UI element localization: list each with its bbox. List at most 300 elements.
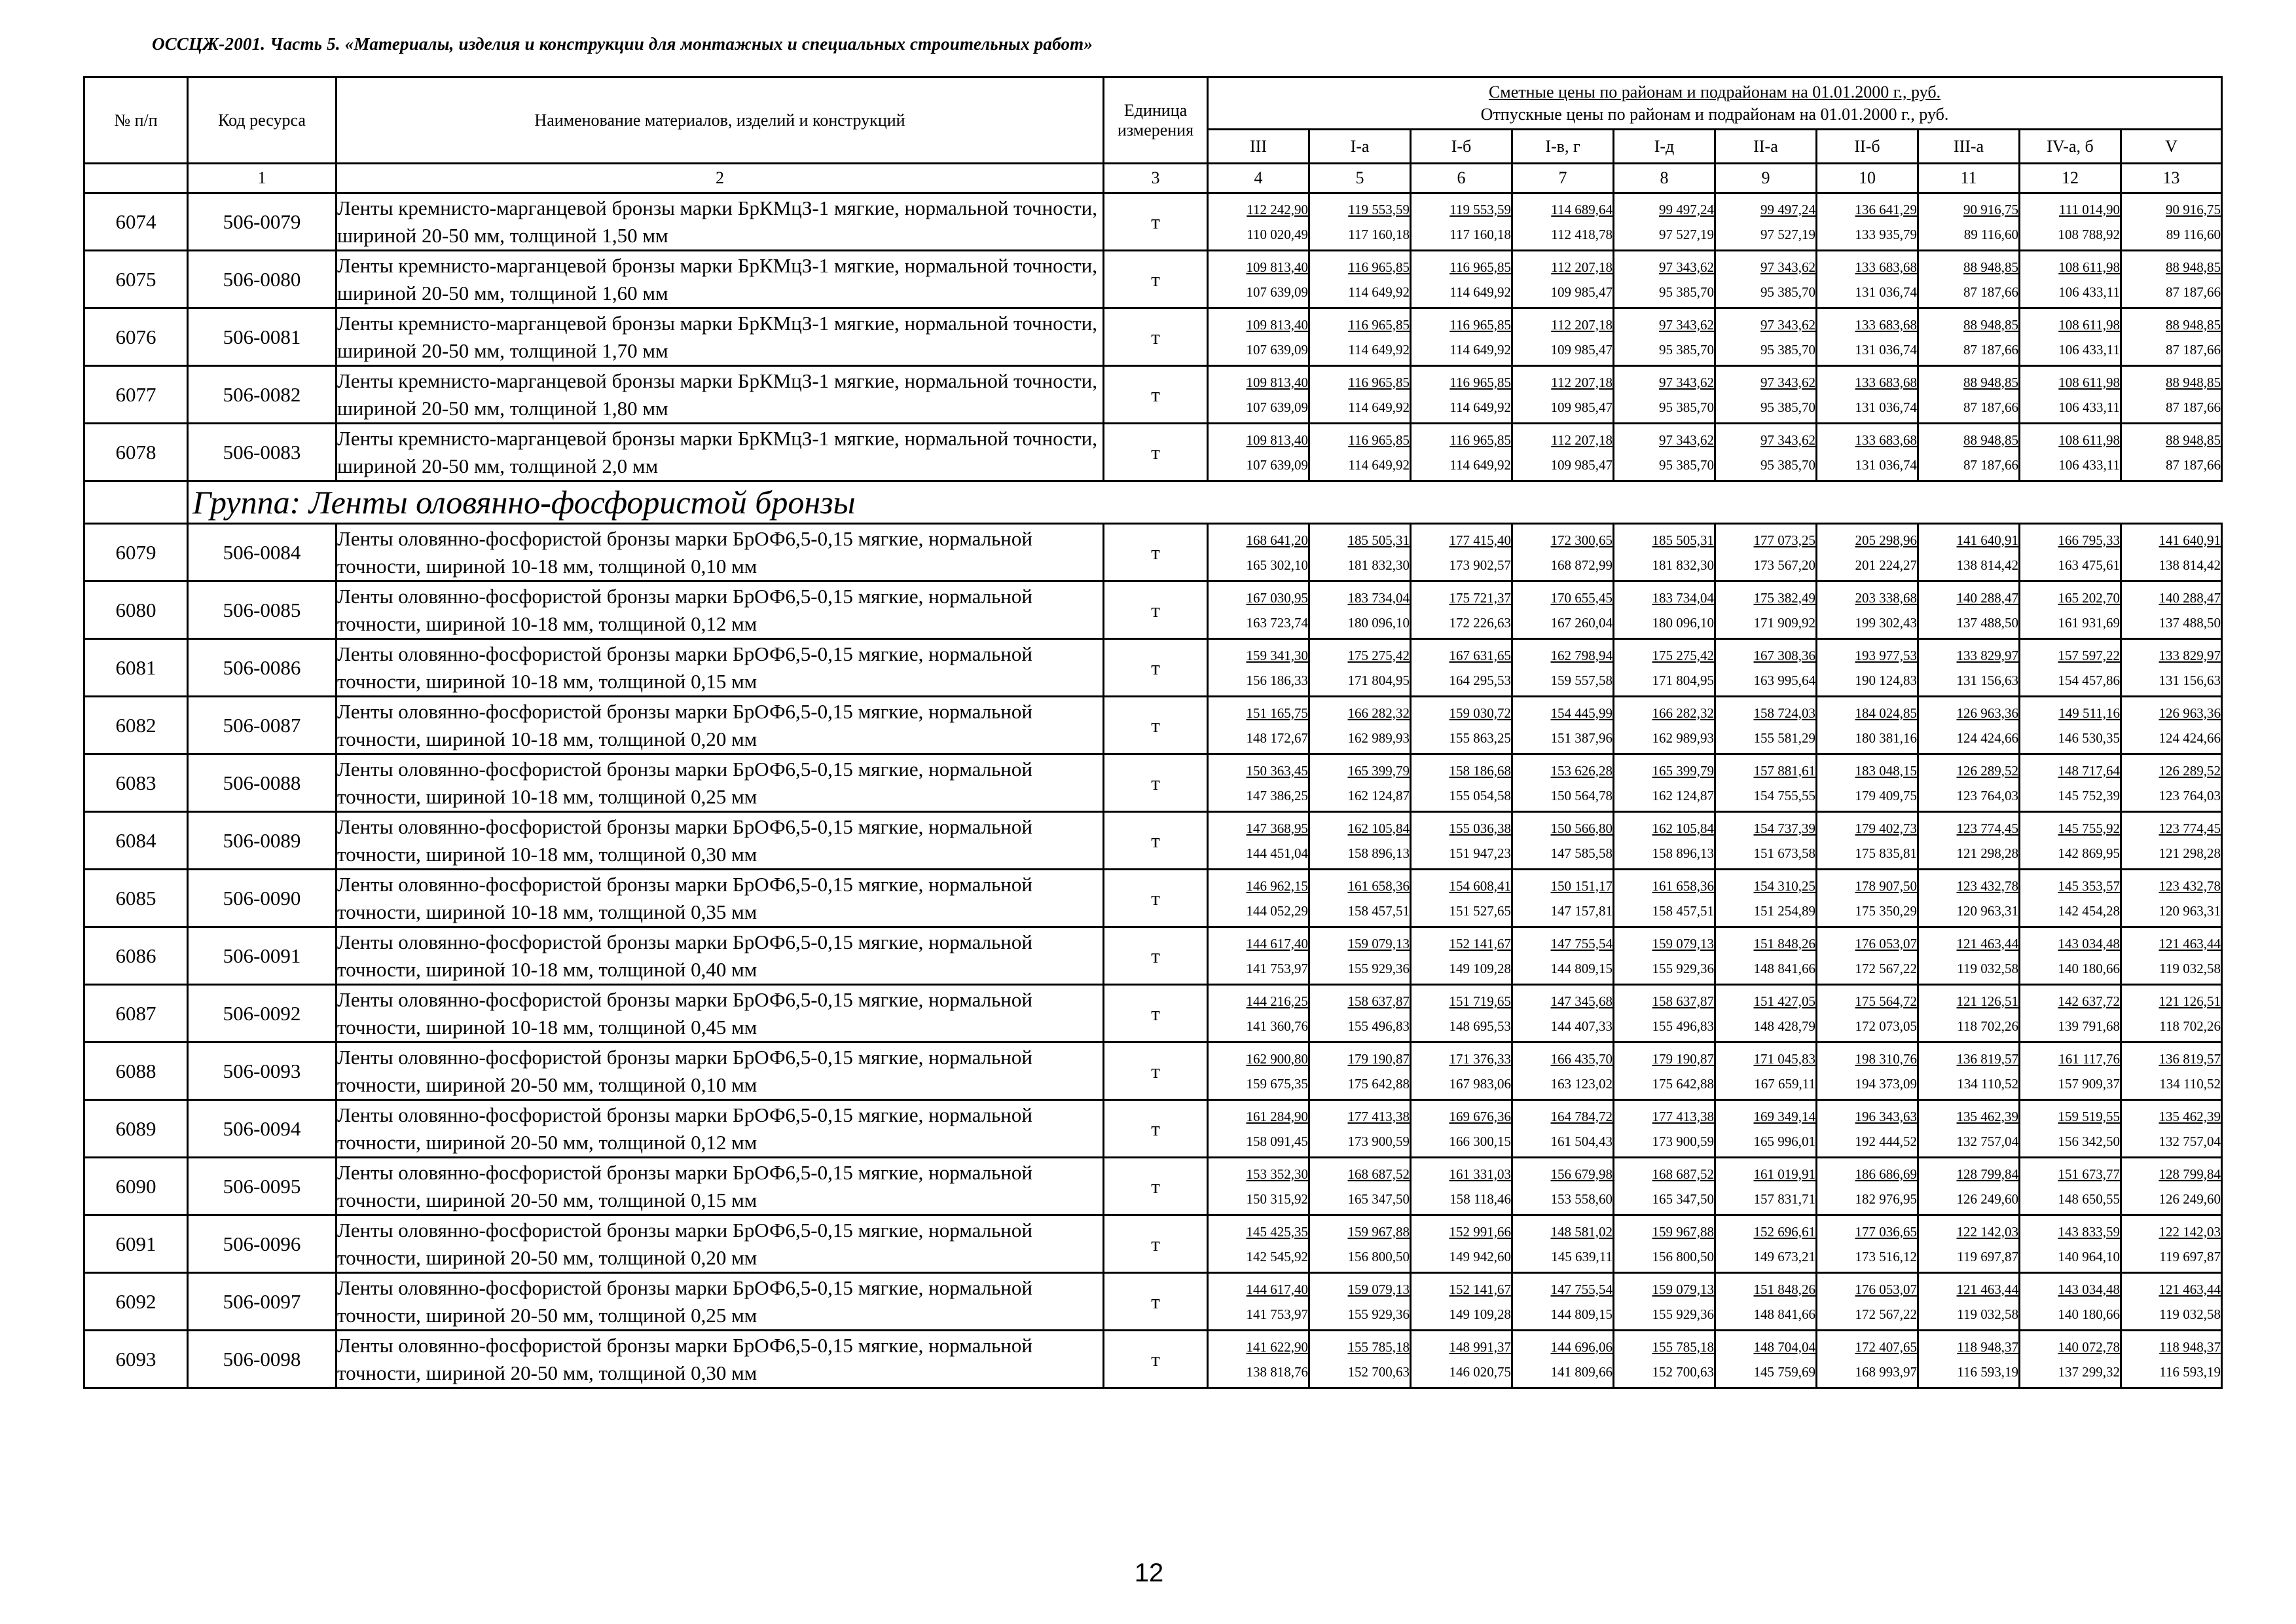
estimate-price: 118 948,37 — [1957, 1338, 2018, 1355]
estimate-price: 167 030,95 — [1246, 589, 1308, 606]
price-cell — [1817, 1273, 1918, 1331]
release-price: 87 187,66 — [2166, 341, 2221, 358]
estimate-price: 123 774,45 — [2159, 820, 2221, 836]
estimate-price: 141 640,91 — [2159, 532, 2221, 548]
price-cell — [1512, 581, 1614, 639]
estimate-price: 141 640,91 — [1956, 532, 2018, 548]
price-cell — [1512, 639, 1614, 697]
group-row — [84, 481, 2222, 524]
estimate-price: 154 737,39 — [1753, 820, 1815, 836]
price-cell — [1918, 193, 2020, 251]
price-cell — [1512, 251, 1614, 308]
price-cell — [2020, 581, 2121, 639]
table-row — [84, 524, 2222, 581]
estimate-price: 88 948,85 — [1963, 432, 2018, 448]
estimate-price: 175 564,72 — [1855, 993, 1917, 1009]
release-price: 95 385,70 — [1659, 399, 1714, 415]
estimate-price: 90 916,75 — [1963, 201, 2018, 217]
estimate-price: 155 785,18 — [1652, 1338, 1714, 1355]
release-price: 119 032,58 — [2159, 1306, 2221, 1322]
release-price: 158 896,13 — [1652, 845, 1714, 861]
price-cell — [2121, 1331, 2222, 1388]
estimate-price: 151 848,26 — [1753, 935, 1815, 951]
price-cell — [1411, 812, 1512, 870]
estimate-price: 172 300,65 — [1550, 532, 1613, 548]
release-price: 181 832,30 — [1652, 557, 1714, 573]
estimate-price: 109 813,40 — [1246, 259, 1308, 275]
estimate-price: 99 497,24 — [1760, 201, 1815, 217]
price-cell — [1309, 308, 1411, 366]
price-cell — [2020, 1331, 2121, 1388]
release-price: 153 558,60 — [1550, 1190, 1613, 1207]
column-number: 4 — [1208, 164, 1309, 193]
material-name: Ленты оловянно-фосфористой бронзы марки БрОФ6,5-0,15 мягкие, нормальной точности, шириной 20-50 мм, толщиной 0,20 мм — [337, 1215, 1104, 1273]
price-cell — [1918, 754, 2020, 812]
price-cell — [1817, 639, 1918, 697]
material-name: Ленты оловянно-фосфористой бронзы марки БрОФ6,5-0,15 мягкие, нормальной точности, шириной 10-18 мм, толщиной 0,35 мм — [337, 870, 1104, 927]
resource-code: 506-0088 — [188, 754, 337, 812]
price-cell — [1411, 754, 1512, 812]
price-cell — [1411, 308, 1512, 366]
release-price: 152 700,63 — [1652, 1363, 1714, 1380]
estimate-price: 143 034,48 — [2058, 1281, 2120, 1297]
release-price: 118 702,26 — [1957, 1018, 2018, 1034]
price-cell — [1614, 581, 1715, 639]
price-cell — [1614, 424, 1715, 481]
estimate-price: 153 626,28 — [1550, 762, 1613, 779]
release-price: 147 585,58 — [1550, 845, 1613, 861]
group-title: Группа: Ленты оловянно-фосфористой бронзы — [192, 484, 856, 521]
estimate-price: 88 948,85 — [1963, 259, 2018, 275]
estimate-price: 112 242,90 — [1247, 201, 1308, 217]
release-price: 131 036,74 — [1855, 456, 1917, 473]
column-number: 10 — [1817, 164, 1918, 193]
estimate-price: 159 079,13 — [1652, 935, 1714, 951]
estimate-price: 123 432,78 — [2159, 877, 2221, 894]
region-header: III-а — [1918, 130, 2020, 164]
release-price: 106 433,11 — [2058, 341, 2120, 358]
release-price: 126 249,60 — [2159, 1190, 2221, 1207]
release-price: 168 993,97 — [1855, 1363, 1917, 1380]
row-index: 6092 — [84, 1273, 188, 1331]
release-price: 156 342,50 — [2058, 1133, 2120, 1149]
header-price-release: Отпускные цены по районам и подрайонам на 01.01.2000 г., руб. — [1480, 104, 1949, 124]
estimate-price: 144 696,06 — [1550, 1338, 1613, 1355]
release-price: 158 091,45 — [1246, 1133, 1308, 1149]
column-number: 11 — [1918, 164, 2020, 193]
material-name: Ленты кремнисто-марганцевой бронзы марки БрКМцЗ-1 мягкие, нормальной точности, шириной 20-50 мм, толщиной 1,60 мм — [337, 251, 1104, 308]
price-cell — [1918, 870, 2020, 927]
release-price: 147 157,81 — [1550, 902, 1613, 919]
estimate-price: 116 965,85 — [1348, 432, 1410, 448]
price-cell — [2020, 1100, 2121, 1158]
price-cell — [1715, 424, 1817, 481]
price-cell — [2121, 985, 2222, 1043]
price-cell — [2020, 366, 2121, 424]
price-cell — [2020, 1043, 2121, 1100]
price-cell — [1817, 1158, 1918, 1215]
estimate-price: 150 566,80 — [1550, 820, 1613, 836]
estimate-price: 152 696,61 — [1753, 1223, 1815, 1240]
price-cell — [1309, 1273, 1411, 1331]
estimate-price: 88 948,85 — [1963, 374, 2018, 390]
release-price: 142 545,92 — [1246, 1248, 1308, 1264]
price-cell — [1411, 251, 1512, 308]
row-index: 6077 — [84, 366, 188, 424]
price-cell — [1512, 812, 1614, 870]
release-price: 156 800,50 — [1652, 1248, 1714, 1264]
price-cell — [1512, 1043, 1614, 1100]
row-index: 6076 — [84, 308, 188, 366]
estimate-price: 149 511,16 — [2058, 705, 2120, 721]
estimate-price: 159 079,13 — [1347, 935, 1410, 951]
unit-of-measure: т — [1104, 697, 1208, 754]
estimate-price: 179 402,73 — [1855, 820, 1917, 836]
estimate-price: 166 282,32 — [1347, 705, 1410, 721]
table-row — [84, 697, 2222, 754]
table-row — [84, 927, 2222, 985]
estimate-price: 122 142,03 — [2159, 1223, 2221, 1240]
release-price: 159 557,58 — [1550, 672, 1613, 688]
estimate-price: 88 948,85 — [2166, 432, 2221, 448]
release-price: 148 841,66 — [1753, 1306, 1815, 1322]
release-price: 114 649,92 — [1449, 284, 1511, 300]
estimate-price: 116 965,85 — [1449, 259, 1511, 275]
price-cell — [2020, 424, 2121, 481]
estimate-price: 154 608,41 — [1449, 877, 1511, 894]
price-cell — [2020, 193, 2121, 251]
release-price: 89 116,60 — [1963, 226, 2018, 242]
row-index: 6081 — [84, 639, 188, 697]
price-cell — [1715, 639, 1817, 697]
table-row — [84, 1215, 2222, 1273]
estimate-price: 198 310,76 — [1855, 1050, 1917, 1067]
price-cell — [1614, 1100, 1715, 1158]
estimate-price: 157 597,22 — [2058, 647, 2120, 663]
price-cell — [1512, 927, 1614, 985]
estimate-price: 183 048,15 — [1855, 762, 1917, 779]
release-price: 151 673,58 — [1753, 845, 1815, 861]
estimate-price: 150 363,45 — [1246, 762, 1308, 779]
region-header: I-в, г — [1512, 130, 1614, 164]
release-price: 155 929,36 — [1347, 1306, 1410, 1322]
price-cell — [1208, 754, 1309, 812]
price-cell — [1918, 424, 2020, 481]
release-price: 173 516,12 — [1855, 1248, 1917, 1264]
release-price: 148 841,66 — [1753, 960, 1815, 976]
estimate-price: 112 207,18 — [1551, 316, 1613, 333]
price-cell — [2121, 308, 2222, 366]
release-price: 156 186,33 — [1246, 672, 1308, 688]
price-cell — [1411, 581, 1512, 639]
material-name: Ленты оловянно-фосфористой бронзы марки БрОФ6,5-0,15 мягкие, нормальной точности, шириной 10-18 мм, толщиной 0,45 мм — [337, 985, 1104, 1043]
price-cell — [1411, 697, 1512, 754]
release-price: 151 387,96 — [1550, 729, 1613, 746]
price-cell — [1309, 251, 1411, 308]
estimate-price: 121 463,44 — [2159, 1281, 2221, 1297]
release-price: 173 902,57 — [1449, 557, 1511, 573]
price-cell — [1817, 308, 1918, 366]
price-cell — [1715, 927, 1817, 985]
price-cell — [1411, 1215, 1512, 1273]
region-header: I-д — [1614, 130, 1715, 164]
estimate-price: 140 288,47 — [1956, 589, 2018, 606]
release-price: 159 675,35 — [1246, 1075, 1308, 1092]
estimate-price: 148 704,04 — [1753, 1338, 1815, 1355]
price-cell — [1208, 251, 1309, 308]
release-price: 157 909,37 — [2058, 1075, 2120, 1092]
release-price: 155 496,83 — [1652, 1018, 1714, 1034]
release-price: 190 124,83 — [1855, 672, 1917, 688]
release-price: 173 900,59 — [1347, 1133, 1410, 1149]
price-cell — [1411, 1100, 1512, 1158]
release-price: 106 433,11 — [2058, 399, 2120, 415]
material-name: Ленты оловянно-фосфористой бронзы марки БрОФ6,5-0,15 мягкие, нормальной точности, шириной 20-50 мм, толщиной 0,30 мм — [337, 1331, 1104, 1388]
price-cell — [1918, 1100, 2020, 1158]
release-price: 87 187,66 — [1963, 456, 2018, 473]
table-header — [84, 77, 2222, 193]
price-cell — [1309, 870, 1411, 927]
estimate-price: 159 967,88 — [1347, 1223, 1410, 1240]
release-price: 109 985,47 — [1550, 284, 1613, 300]
release-price: 87 187,66 — [1963, 399, 2018, 415]
estimate-price: 97 343,62 — [1760, 374, 1815, 390]
price-cell — [1614, 1273, 1715, 1331]
estimate-price: 164 784,72 — [1550, 1108, 1613, 1124]
price-cell — [1715, 524, 1817, 581]
estimate-price: 133 829,97 — [1956, 647, 2018, 663]
price-cell — [1614, 1215, 1715, 1273]
price-cell — [1918, 812, 2020, 870]
row-index: 6085 — [84, 870, 188, 927]
estimate-price: 133 683,68 — [1855, 374, 1917, 390]
estimate-price: 126 289,52 — [1956, 762, 2018, 779]
column-number: 1 — [188, 164, 337, 193]
estimate-price: 111 014,90 — [2059, 201, 2120, 217]
release-price: 163 995,64 — [1753, 672, 1815, 688]
resource-code: 506-0084 — [188, 524, 337, 581]
release-price: 118 702,26 — [2159, 1018, 2221, 1034]
estimate-price: 148 717,64 — [2058, 762, 2120, 779]
estimate-price: 145 425,35 — [1246, 1223, 1308, 1240]
material-name: Ленты кремнисто-марганцевой бронзы марки БрКМцЗ-1 мягкие, нормальной точности, шириной 20-50 мм, толщиной 1,80 мм — [337, 366, 1104, 424]
header-name: Наименование материалов, изделий и конструкций — [337, 77, 1104, 164]
release-price: 132 757,04 — [1956, 1133, 2018, 1149]
price-cell — [1715, 308, 1817, 366]
price-cell — [1309, 639, 1411, 697]
price-cell — [1411, 639, 1512, 697]
estimate-price: 88 948,85 — [2166, 259, 2221, 275]
estimate-price: 140 072,78 — [2058, 1338, 2120, 1355]
unit-of-measure: т — [1104, 1100, 1208, 1158]
estimate-price: 116 965,85 — [1449, 316, 1511, 333]
price-cell — [1512, 1158, 1614, 1215]
price-cell — [1918, 1158, 2020, 1215]
price-cell — [1208, 870, 1309, 927]
region-header: IV-а, б — [2020, 130, 2121, 164]
material-name: Ленты оловянно-фосфористой бронзы марки БрОФ6,5-0,15 мягкие, нормальной точности, шириной 10-18 мм, толщиной 0,40 мм — [337, 927, 1104, 985]
price-cell — [1208, 308, 1309, 366]
price-cell — [1614, 812, 1715, 870]
table-row — [84, 193, 2222, 251]
table-row — [84, 308, 2222, 366]
price-cell — [1817, 927, 1918, 985]
price-cell — [1817, 424, 1918, 481]
release-price: 138 814,42 — [1956, 557, 2018, 573]
unit-of-measure: т — [1104, 524, 1208, 581]
price-cell — [1208, 581, 1309, 639]
price-cell — [1715, 812, 1817, 870]
release-price: 172 073,05 — [1855, 1018, 1917, 1034]
price-cell — [2020, 1273, 2121, 1331]
release-price: 140 180,66 — [2058, 1306, 2120, 1322]
price-cell — [1512, 1100, 1614, 1158]
row-index: 6087 — [84, 985, 188, 1043]
group-index-blank — [84, 481, 188, 524]
estimate-price: 147 755,54 — [1550, 1281, 1613, 1297]
release-price: 150 315,92 — [1246, 1190, 1308, 1207]
resource-code: 506-0095 — [188, 1158, 337, 1215]
estimate-price: 145 353,57 — [2058, 877, 2120, 894]
price-cell — [1512, 754, 1614, 812]
release-price: 138 814,42 — [2159, 557, 2221, 573]
estimate-price: 133 683,68 — [1855, 316, 1917, 333]
price-cell — [1309, 697, 1411, 754]
estimate-price: 159 519,55 — [2058, 1108, 2120, 1124]
table-row — [84, 639, 2222, 697]
estimate-price: 161 117,76 — [2058, 1050, 2120, 1067]
price-cell — [1918, 524, 2020, 581]
table-row — [84, 251, 2222, 308]
release-price: 149 942,60 — [1449, 1248, 1511, 1264]
estimate-price: 144 617,40 — [1246, 1281, 1308, 1297]
price-cell — [2020, 870, 2121, 927]
estimate-price: 97 343,62 — [1659, 374, 1714, 390]
estimate-price: 179 190,87 — [1347, 1050, 1410, 1067]
estimate-price: 176 053,07 — [1855, 935, 1917, 951]
release-price: 95 385,70 — [1760, 341, 1815, 358]
release-price: 145 752,39 — [2058, 787, 2120, 803]
resource-code: 506-0079 — [188, 193, 337, 251]
estimate-price: 175 275,42 — [1347, 647, 1410, 663]
estimate-price: 161 658,36 — [1347, 877, 1410, 894]
estimate-price: 116 965,85 — [1348, 316, 1410, 333]
release-price: 180 096,10 — [1347, 614, 1410, 631]
release-price: 95 385,70 — [1760, 456, 1815, 473]
price-cell — [1918, 697, 2020, 754]
release-price: 95 385,70 — [1760, 284, 1815, 300]
estimate-price: 119 553,59 — [1348, 201, 1410, 217]
release-price: 171 804,95 — [1652, 672, 1714, 688]
estimate-price: 178 907,50 — [1855, 877, 1917, 894]
row-index: 6086 — [84, 927, 188, 985]
resource-code: 506-0090 — [188, 870, 337, 927]
release-price: 107 639,09 — [1246, 399, 1308, 415]
unit-of-measure: т — [1104, 812, 1208, 870]
release-price: 131 036,74 — [1855, 341, 1917, 358]
price-cell — [1918, 985, 2020, 1043]
price-cell — [1411, 1158, 1512, 1215]
price-cell — [1614, 927, 1715, 985]
column-number: 12 — [2020, 164, 2121, 193]
release-price: 148 695,53 — [1449, 1018, 1511, 1034]
release-price: 161 504,43 — [1550, 1133, 1613, 1149]
material-name: Ленты кремнисто-марганцевой бронзы марки БрКМцЗ-1 мягкие, нормальной точности, шириной 20-50 мм, толщиной 1,70 мм — [337, 308, 1104, 366]
price-cell — [1715, 1331, 1817, 1388]
release-price: 158 896,13 — [1347, 845, 1410, 861]
price-cell — [2121, 1273, 2222, 1331]
price-cell — [1918, 927, 2020, 985]
row-index: 6080 — [84, 581, 188, 639]
estimate-price: 168 687,52 — [1652, 1166, 1714, 1182]
material-name: Ленты оловянно-фосфористой бронзы марки БрОФ6,5-0,15 мягкие, нормальной точности, шириной 10-18 мм, толщиной 0,12 мм — [337, 581, 1104, 639]
release-price: 138 818,76 — [1246, 1363, 1308, 1380]
release-price: 199 302,43 — [1855, 614, 1917, 631]
release-price: 114 649,92 — [1348, 284, 1410, 300]
estimate-price: 151 719,65 — [1449, 993, 1511, 1009]
unit-of-measure: т — [1104, 639, 1208, 697]
release-price: 141 753,97 — [1246, 960, 1308, 976]
price-cell — [1817, 812, 1918, 870]
unit-of-measure: т — [1104, 1331, 1208, 1388]
estimate-price: 184 024,85 — [1855, 705, 1917, 721]
estimate-price: 172 407,65 — [1855, 1338, 1917, 1355]
estimate-price: 136 819,57 — [1956, 1050, 2018, 1067]
estimate-price: 177 036,65 — [1855, 1223, 1917, 1240]
price-cell — [1208, 1043, 1309, 1100]
price-cell — [2020, 639, 2121, 697]
price-cell — [1817, 985, 1918, 1043]
estimate-price: 152 991,66 — [1449, 1223, 1511, 1240]
price-cell — [1512, 1273, 1614, 1331]
price-cell — [1309, 1158, 1411, 1215]
estimate-price: 175 382,49 — [1753, 589, 1815, 606]
release-price: 155 929,36 — [1347, 960, 1410, 976]
resource-code: 506-0098 — [188, 1331, 337, 1388]
release-price: 137 488,50 — [2159, 614, 2221, 631]
release-price: 155 929,36 — [1652, 960, 1714, 976]
price-cell — [1208, 927, 1309, 985]
release-price: 182 976,95 — [1855, 1190, 1917, 1207]
unit-of-measure: т — [1104, 870, 1208, 927]
region-header: II-а — [1715, 130, 1817, 164]
estimate-price: 153 352,30 — [1246, 1166, 1308, 1182]
release-price: 95 385,70 — [1659, 284, 1714, 300]
estimate-price: 114 689,64 — [1551, 201, 1613, 217]
estimate-price: 170 655,45 — [1550, 589, 1613, 606]
document-header: ОССЦЖ-2001. Часть 5. «Материалы, изделия и конструкции для монтажных и специальных строительных работ» — [152, 34, 1093, 54]
release-price: 144 809,15 — [1550, 960, 1613, 976]
release-price: 137 488,50 — [1956, 614, 2018, 631]
estimate-price: 152 141,67 — [1449, 1281, 1511, 1297]
release-price: 89 116,60 — [2166, 226, 2221, 242]
table-row — [84, 581, 2222, 639]
material-name: Ленты кремнисто-марганцевой бронзы марки БрКМцЗ-1 мягкие, нормальной точности, шириной 20-50 мм, толщиной 2,0 мм — [337, 424, 1104, 481]
table-row — [84, 812, 2222, 870]
release-price: 163 475,61 — [2058, 557, 2120, 573]
material-name: Ленты оловянно-фосфористой бронзы марки БрОФ6,5-0,15 мягкие, нормальной точности, шириной 10-18 мм, толщиной 0,20 мм — [337, 697, 1104, 754]
release-price: 106 433,11 — [2058, 456, 2120, 473]
price-cell — [1817, 697, 1918, 754]
estimate-price: 133 683,68 — [1855, 432, 1917, 448]
resource-code: 506-0097 — [188, 1273, 337, 1331]
estimate-price: 88 948,85 — [1963, 316, 2018, 333]
release-price: 117 160,18 — [1449, 226, 1511, 242]
price-cell — [1715, 581, 1817, 639]
price-cell — [1715, 366, 1817, 424]
estimate-price: 97 343,62 — [1659, 432, 1714, 448]
release-price: 131 156,63 — [2159, 672, 2221, 688]
